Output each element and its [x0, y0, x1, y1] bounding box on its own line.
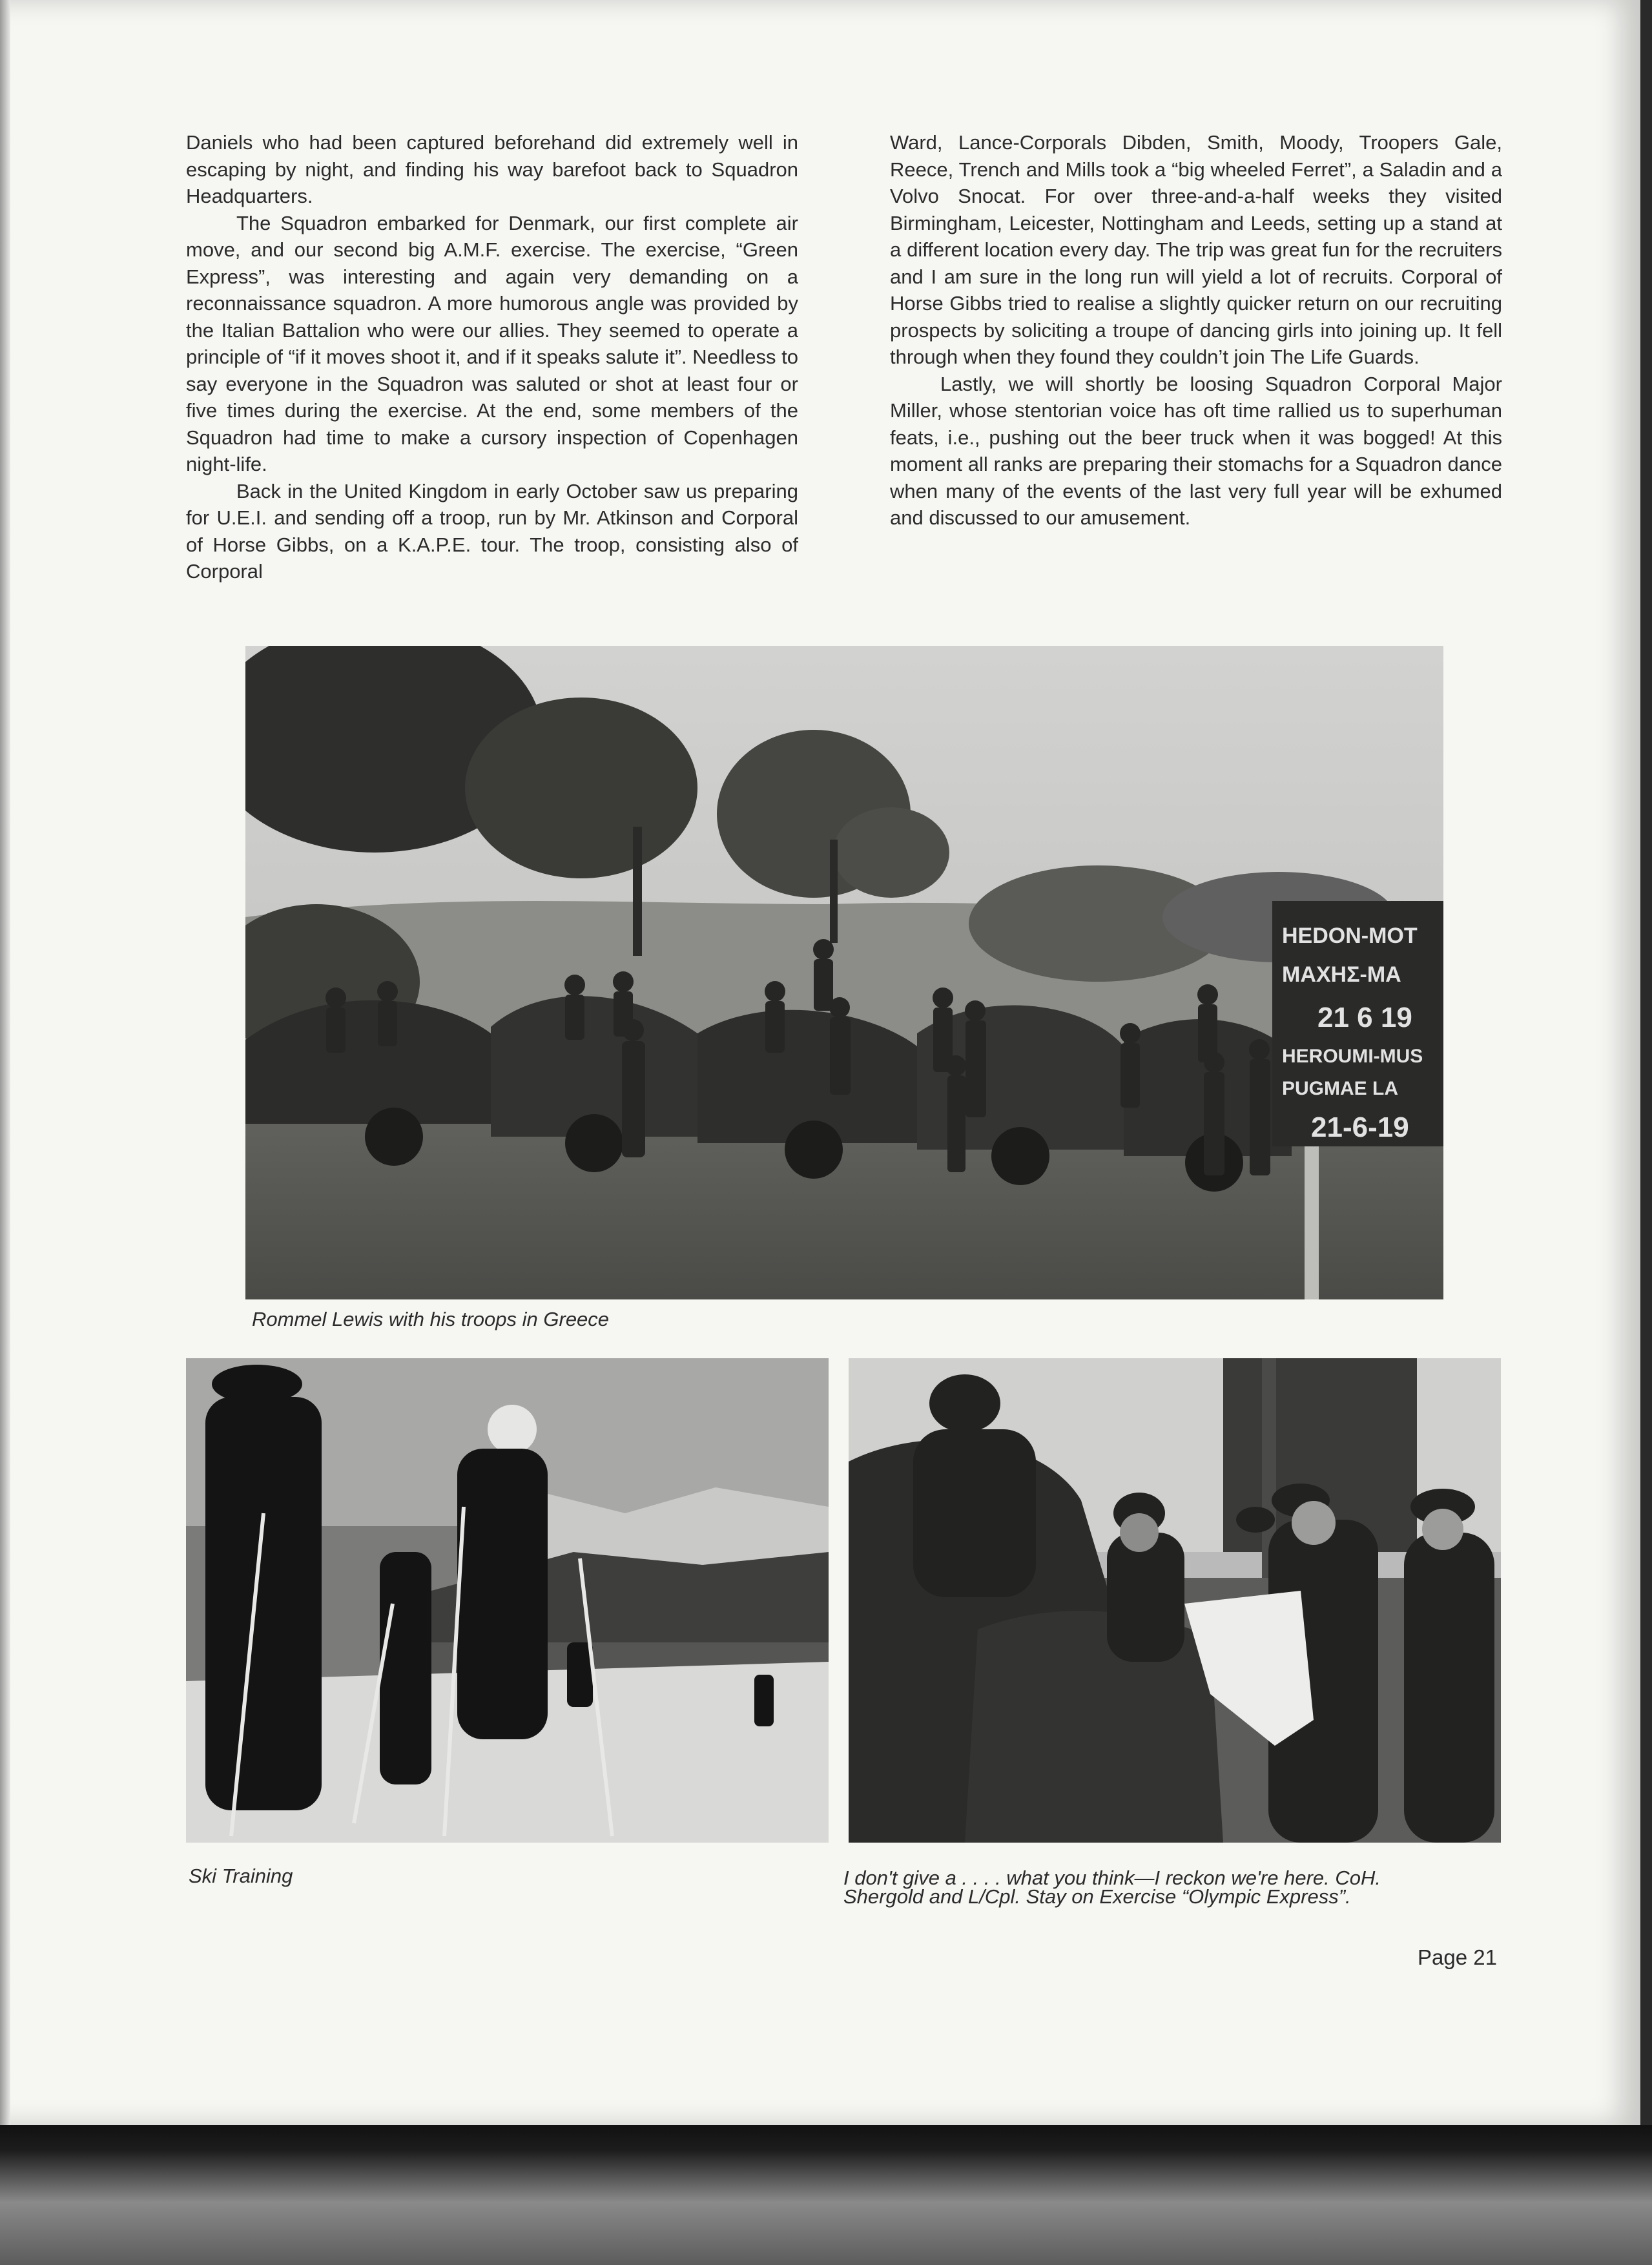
- photo-ski-training: [186, 1358, 829, 1843]
- map-photo-image: [849, 1358, 1501, 1843]
- sign-line-4: HEROUMI-MUS: [1282, 1046, 1423, 1067]
- greece-photo-image: [245, 646, 1443, 1299]
- sign-line-5: PUGMAE LA: [1282, 1078, 1398, 1099]
- ski-photo-image: [186, 1358, 829, 1843]
- photo-troops-in-greece: [245, 646, 1443, 1299]
- caption-officers-with-map: I don't give a . . . . what you think—I reckon we're here. CoH. Shergold and L/Cpl. Stay on Exercise “Olympic Express”.: [843, 1867, 1381, 1908]
- sign-line-1: HEDON-MOT: [1282, 924, 1418, 948]
- left-paragraph-2: The Squadron embarked for Denmark, our first complete air move, and our second big A.M.F. exercise. The exercise, “Green Express”, was interesting and again very demanding on a reconnaissance squadron. A more humorous angle was provided by the Italian Battalion who were our allies. They seemed to operate a principle of “if it moves shoot it, and if it speaks salute it”. Needless to say everyone in the Squadron was saluted or shot at least four or five times during the exercise. At the end, some members of the Squadron had time to make a cursory inspection of Copenhagen night-life.: [186, 211, 798, 475]
- caption-troops-in-greece: Rommel Lewis with his troops in Greece: [252, 1308, 610, 1330]
- left-paragraph-3: Back in the United Kingdom in early October saw us preparing for U.E.I. and sending off a troop, run by Mr. Atkinson and Corporal of Horse Gibbs, on a K.A.P.E. tour. The troop, consisting also of Corporal: [186, 479, 798, 583]
- sign-line-3: 21 6 19: [1317, 1002, 1412, 1033]
- left-paragraph-1: Daniels who had been captured beforehand did extremely well in escaping by night, and finding his way barefoot back to Squadron Headquarters.: [186, 131, 798, 207]
- article-left-column: [186, 129, 798, 585]
- right-paragraph-1: Ward, Lance-Corporals Dibden, Smith, Moody, Troopers Gale, Reece, Trench and Mills took a “big wheeled Ferret”, a Saladin and a Volvo Snocat. For over three-and-a-half weeks they visited Birmingham, Leicester, Nottingham and Leeds, setting up a stand at a different location every day. The trip was great fun for the recruiters and I am sure in the long run will yield a lot of recruits. Corporal of Horse Gibbs tried to realise a slightly quicker return on our recruiting prospects by soliciting a troupe of dancing girls into joining up. It fell through when they found they couldn’t join The Life Guards.: [890, 131, 1502, 368]
- page-spine-shadow: [0, 0, 10, 2125]
- right-paragraph-2: Lastly, we will shortly be loosing Squadron Corporal Major Miller, whose stentorian voice has oft time rallied us to superhuman feats, i.e., pushing out the beer truck when it was bogged! At this moment all ranks are preparing their stomachs for a Squadron dance when many of the events of the last very full year will be exhumed and discussed to our amusement.: [890, 372, 1502, 529]
- sign-line-2: MAXHΣ-MA: [1282, 962, 1401, 987]
- caption-ski-training: Ski Training: [189, 1865, 293, 1887]
- binding-fold: [0, 2125, 1652, 2265]
- photo-officers-with-map: [849, 1358, 1501, 1843]
- sign-line-6: 21-6-19: [1311, 1112, 1409, 1143]
- page-number: Page 21: [1418, 1945, 1497, 1969]
- article-right-column: [890, 129, 1502, 532]
